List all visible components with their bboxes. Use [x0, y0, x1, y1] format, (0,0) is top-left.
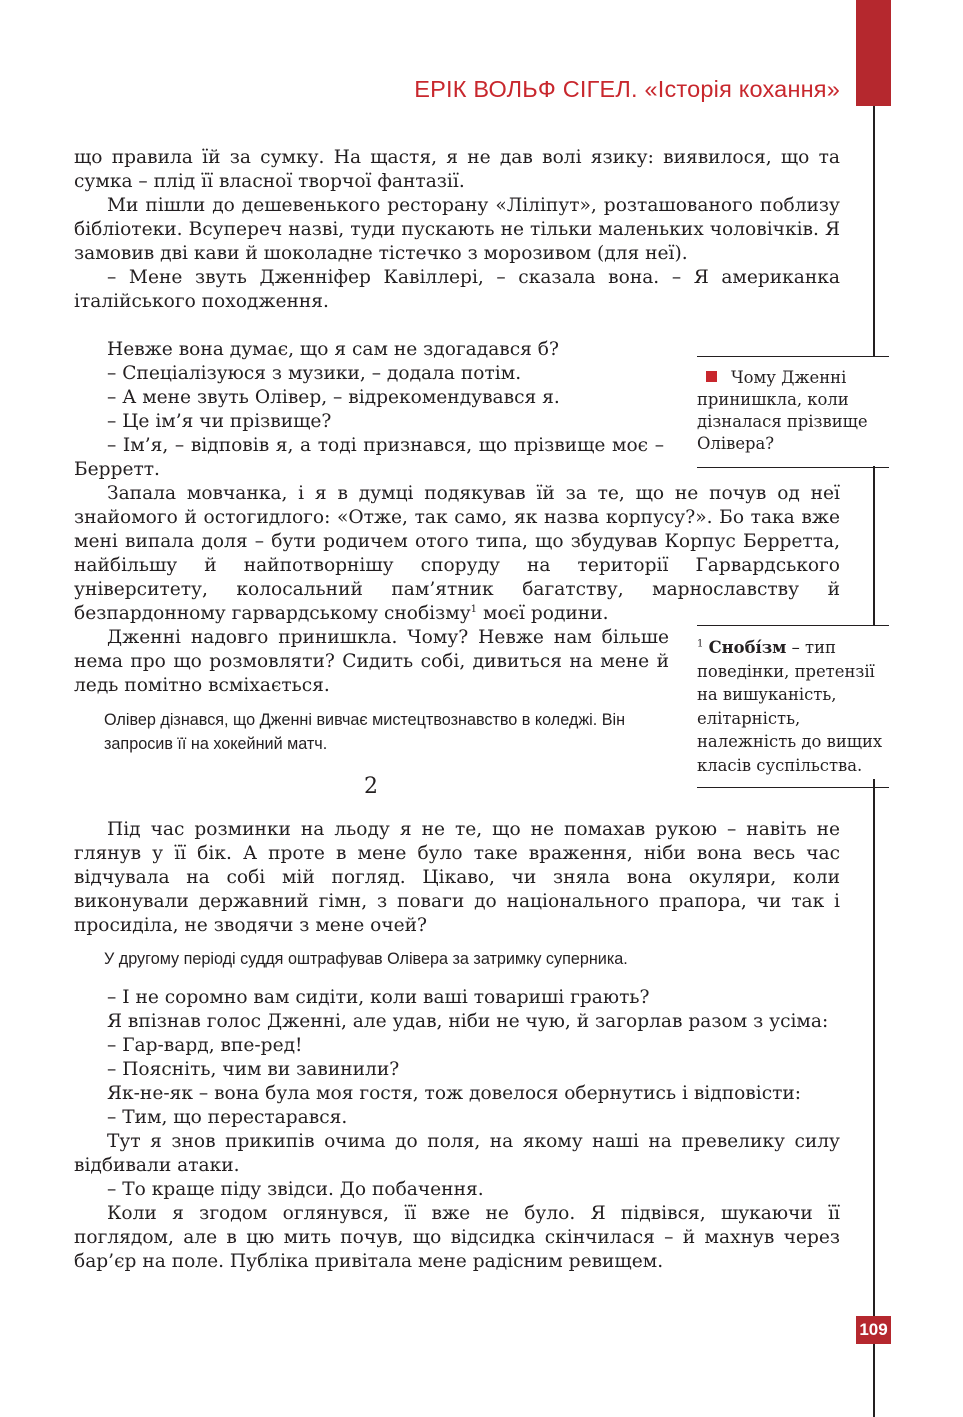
margin-rule	[873, 1344, 875, 1417]
text-block-6	[74, 986, 840, 1274]
paragraph: – Ім’я, – відповів я, а тоді признався, що прізвище моє – Берретт.	[74, 435, 664, 480]
paragraph: Ми пішли до дешевенького ресторану «Ліліпут», розташованого поблизу бібліотеки. Всупереч назві, туди пускають не тільки маленьких чоловічків. Я замовив дві кави й шоколадне тістечко з морозивом (для неї).	[74, 195, 840, 264]
text-block-1	[74, 146, 840, 314]
paragraph-text: моєї родини.	[477, 603, 609, 624]
text-block-3	[74, 482, 840, 626]
paragraph: – Спеціалізуюся з музики, – додала потім.	[107, 363, 522, 384]
paragraph: – Поясніть, чим ви завинили?	[107, 1059, 400, 1080]
paragraph: Тут я знов прикипів очима до поля, на якому наші на превелику силу відбивали атаки.	[74, 1131, 840, 1176]
section-number: 2	[364, 774, 378, 799]
paragraph: Я впізнав голос Дженні, але удав, ніби не чую, й загорлав разом з усіма:	[107, 1011, 829, 1032]
margin-rule	[873, 106, 875, 356]
side-footnote	[697, 625, 889, 788]
text-block-5	[74, 818, 840, 938]
paragraph: – Гар-вард, впе-ред!	[107, 1035, 303, 1056]
footnote-term: Снобі́зм	[708, 638, 787, 657]
paragraph: – А мене звуть Олівер, – відрекомендувався я.	[107, 387, 560, 408]
footnote-definition: – тип поведінки, претензії на вишуканість, елітарність, належність до вищих класів суспільства.	[697, 638, 883, 775]
summary-note: У другому періоді суддя оштрафував Олівера за затримку суперника.	[104, 950, 628, 968]
margin-rule	[873, 779, 875, 1316]
page-number: 109	[856, 1316, 891, 1344]
paragraph: що правила їй за сумку. На щастя, я не дав волі язику: виявилося, що та сумка – плід її власної творчої фантазії.	[74, 147, 840, 192]
paragraph: – Це ім’я чи прізвище?	[107, 411, 332, 432]
paragraph: – Мене звуть Дженніфер Кавіллері, – сказала вона. – Я американка італійського походження.	[74, 267, 840, 312]
paragraph: Невже вона думає, що я сам не здогадався б?	[107, 339, 559, 360]
paragraph: – Тим, що перестарався.	[107, 1107, 348, 1128]
paragraph	[74, 482, 840, 626]
paragraph: – То краще піду звідси. До побачення.	[107, 1179, 484, 1200]
paragraph: Коли я згодом оглянувся, її вже не було. Я підвівся, шукаючи її поглядом, але в цю мить почув, що відсидка скінчилася – й махнув через бар’єр на поле. Публіка привітала мене радісним ревищем.	[74, 1203, 840, 1272]
paragraph: Дженні надовго принишкла. Чому? Невже нам більше нема про що розмовляти? Сидить собі, дивиться на мене й ледь помітно всміхається.	[74, 627, 669, 696]
side-question-text: Чому Дженні принишкла, коли дізналася прізвище Олівера?	[697, 368, 868, 453]
text-block-4	[74, 626, 669, 698]
text-block-2	[74, 338, 664, 482]
paragraph: Як-не-як – вона була моя гостя, тож довелося обернутись і відповісти:	[107, 1083, 802, 1104]
paragraph-text: Запала мовчанка, і я в думці подякував їй за те, що не почув од неї знайомого й остогидлого: «Отже, так само, як назва корпусу?». Бо така вже мені випала доля – бути родичем отого типа, що збудував Корпус Берретта, найбільшу й найпотворнішу споруду на території Гарвардського університету, колосальний пам’ятник багатству, марнославству й безпардонному гарвардському снобізму	[74, 483, 840, 624]
footnote-number: 1	[697, 638, 704, 650]
paragraph: Під час розминки на льоду я не те, що не помахав рукою – навіть не глянув у її бік. А проте в мене було таке враження, ніби вона весь час відчувала на собі мій погляд. Цікаво, чи зняла вона окуляри, коли виконували державний гімн, з поваги до національного прапора, чи так і просиділа, не зводячи з мене очей?	[74, 819, 840, 936]
summary-note: Олівер дізнався, що Дженні вивчає мистецтвознавство в коледжі. Він запросив її на хокейний матч.	[104, 711, 626, 753]
side-question	[697, 356, 889, 468]
footnote-mark: 1	[470, 603, 478, 615]
square-bullet-icon	[706, 371, 717, 382]
running-header: ЕРІК ВОЛЬФ СІГЕЛ. «Історія кохання»	[414, 76, 840, 102]
chapter-tab	[856, 0, 891, 106]
margin-rule	[873, 466, 875, 625]
paragraph: – І не соромно вам сидіти, коли ваші товариші грають?	[107, 987, 650, 1008]
